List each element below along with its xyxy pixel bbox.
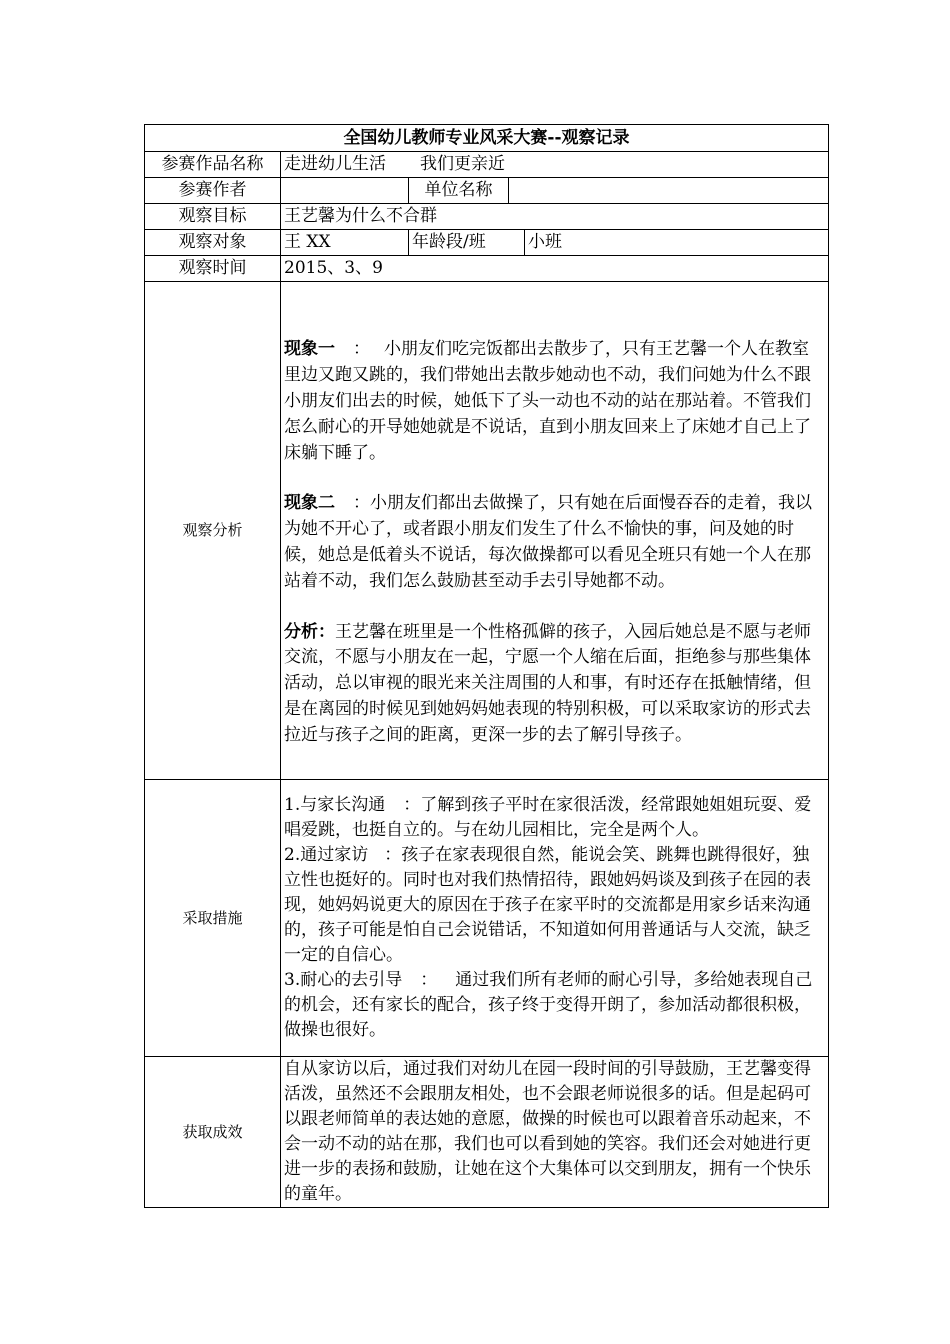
unit-value [509,178,829,204]
phenomenon-one-text: 小朋友们吃完饭都出去散步了，只有王艺馨一个人在教室里边又跑又跳的，我们带她出去散步她动也不动，我们问她为什么不跟小朋友们出去的时候，她低下了头一动也不动的站在那站着。不管我们怎么耐心的开导她她就是不说话，直到小朋友回来上了床她才自己上了床躺下睡了。 [284,339,811,463]
measure-two-head: 2.通过家访 [284,845,369,865]
analysis-lead: 分析： [284,621,335,642]
measures-content [281,780,829,1057]
analysis-label: 观察分析 [145,282,281,780]
subject-label: 观察对象 [145,230,281,256]
phenomenon-two-text: 小朋友们都出去做操了，只有她在后面慢吞吞的走着，我以为她不开心了，或者跟小朋友们发生了什么不愉快的事，问及她的时候，她总是低着头不说话，每次做操都可以看见全班只有她一个人在那站着不动，我们怎么鼓励甚至动手去引导她都不动。 [284,493,812,591]
goal-label: 观察目标 [145,204,281,230]
class-label: 年龄段/班 [409,230,525,256]
analysis-paragraph [284,620,825,749]
measure-three-sep: ： [420,970,438,990]
entry-name-label: 参赛作品名称 [145,152,281,178]
analysis-text: 王艺馨在班里是一个性格孤僻的孩子，入园后她总是不愿与老师交流，不愿与小朋友在一起，宁愿一个人缩在后面，拒绝参与那些集体活动，总以审视的眼光来关注周围的人和事，有时还存在抵触情绪，但是在离园的时候见到她妈妈她表现的特别积极，可以采取家访的形式去拉近与孩子之间的距离，更深一步的去了解引导孩子。 [284,621,811,745]
measure-two [284,843,825,968]
time-label: 观察时间 [145,256,281,282]
author-label: 参赛作者 [145,178,281,204]
measure-two-sep: ： [384,845,402,865]
entry-name-part2: 我们更亲近 [420,154,505,174]
measure-one-text: 了解到孩子平时在家很活泼，经常跟她姐姐玩耍、爱唱爱跳，也挺自立的。与在幼儿园相比，完全是两个人。 [284,795,812,840]
outcome-label: 获取成效 [145,1057,281,1208]
time-value: 2015、3、9 [281,256,829,282]
measure-two-text: 孩子在家表现很自然，能说会笑、跳舞也跳得很好，独立性也挺好的。同时也对我们热情招待，跟她妈妈谈及到孩子在园的表现，她妈妈说更大的原因在于孩子在家平时的交流都是用家乡话来沟通的，孩子可能是怕自己会说错话，不知道如何用普通话与人交流，缺乏一定的自信心。 [284,845,811,965]
phenomenon-one [284,337,825,466]
entry-name-part1: 走进幼儿生活 [284,154,386,174]
measure-one-sep: ： [403,795,421,815]
phenomenon-one-sep: ： [353,339,370,360]
entry-name-value [281,152,829,178]
observation-record-table [144,124,829,1208]
measure-one [284,793,825,843]
author-value [281,178,409,204]
measure-one-head: 1.与家长沟通 [284,795,386,815]
class-value: 小班 [525,230,829,256]
form-title: 全国幼儿教师专业风采大赛--观察记录 [145,125,829,152]
phenomenon-two-lead: 现象二 [284,493,335,514]
measure-three-head: 3.耐心的去引导 [284,970,403,990]
phenomenon-two [284,491,825,594]
outcome-content: 自从家访以后，通过我们对幼儿在园一段时间的引导鼓励，王艺馨变得活泼，虽然还不会跟朋友相处，也不会跟老师说很多的话。但是起码可以跟老师简单的表达她的意愿，做操的时候也可以跟着音乐动起来，不会一动不动的站在那，我们也可以看到她的笑容。我们还会对她进行更进一步的表扬和鼓励，让她在这个大集体可以交到朋友，拥有一个快乐的童年。 [281,1057,829,1208]
phenomenon-one-lead: 现象一 [284,339,335,360]
measure-three-text: 通过我们所有老师的耐心引导，多给她表现自己的机会，还有家长的配合，孩子终于变得开朗了，参加活动都很积极，做操也很好。 [284,970,813,1040]
phenomenon-two-sep: ： [353,493,370,514]
subject-value: 王 XX [281,230,409,256]
measure-three [284,968,825,1043]
goal-value: 王艺馨为什么不合群 [281,204,829,230]
measures-label: 采取措施 [145,780,281,1057]
analysis-content [281,282,829,780]
unit-label: 单位名称 [409,178,509,204]
